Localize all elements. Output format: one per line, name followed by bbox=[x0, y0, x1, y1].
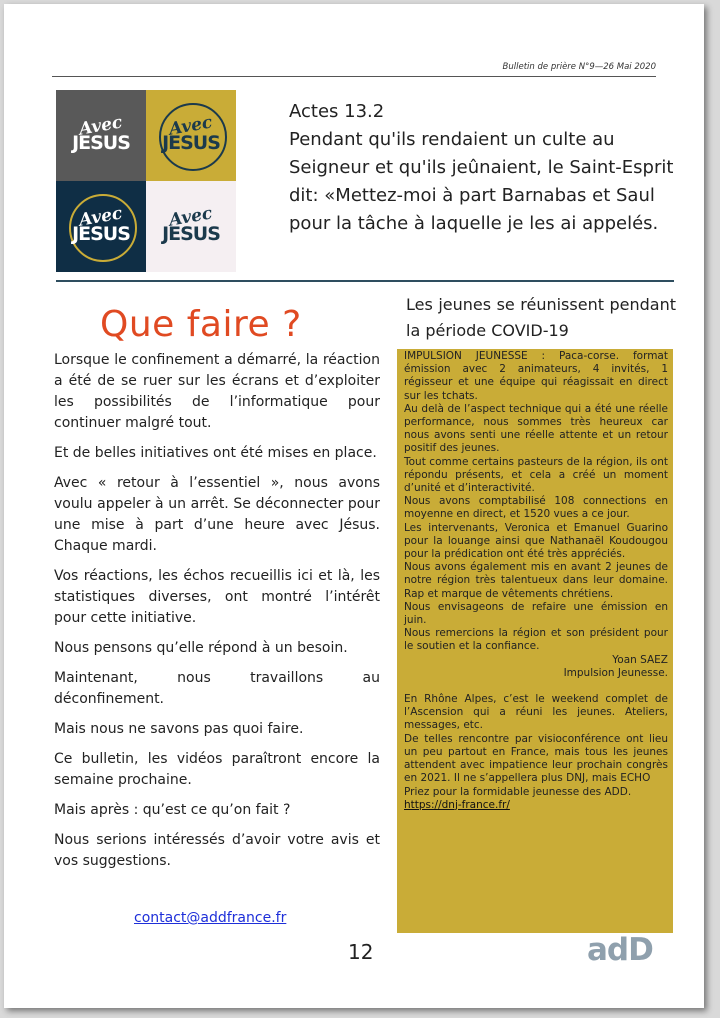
paragraph: Avec « retour à l’essentiel », nous avons voulu appeler à un arrêt. Se déconnecter pour une mise à part d’une heure avec Jésus. Chaque mardi. bbox=[54, 475, 380, 554]
box-paragraph: Priez pour la formidable jeunesse des ADD. bbox=[404, 785, 632, 798]
article-title: Que faire ? bbox=[100, 304, 302, 345]
signature-name: Yoan SAEZ bbox=[612, 653, 668, 666]
box-paragraph: De telles rencontre par visioconférence ont lieu un peu partout en France, mais tous les jeunes attendent avec impatience leur prochain congrès en 2021. Il ne s’appellera plus DNJ, mais ECHO bbox=[404, 732, 668, 785]
logo-avec-text: Avec bbox=[167, 202, 215, 231]
bulletin-header: Bulletin de prière N°9—26 Mai 2020 bbox=[502, 62, 656, 72]
logo-avec-text: Avec bbox=[167, 111, 215, 140]
sidebar-box-text bbox=[404, 350, 668, 812]
box-paragraph: Au delà de l’aspect technique qui a été une réelle performance, nous sommes très heureux car nous avons senti une réelle attente et un retour positif des jeunes. bbox=[404, 402, 668, 455]
add-logo: adD bbox=[587, 932, 653, 968]
logo-avec-text: Avec bbox=[77, 202, 125, 231]
section-separator bbox=[56, 280, 674, 282]
paragraph: Et de belles initiatives ont été mises en place. bbox=[54, 445, 377, 461]
contact-email-link[interactable]: contact@addfrance.fr bbox=[134, 910, 287, 926]
box-paragraph: IMPULSION JEUNESSE : Paca-corse. format émission avec 2 animateurs, 4 invités, 1 régisseur et une équipe qui réagissait en direct sur les tchats. bbox=[404, 350, 668, 402]
logo-tile-navy bbox=[56, 181, 146, 272]
signature-org: Impulsion Jeunesse. bbox=[563, 666, 668, 679]
article-body bbox=[54, 350, 380, 881]
paragraph: Vos réactions, les échos recueillis ici et là, les statistiques diverses, ont montré l’intérêt pour cette initiative. bbox=[54, 568, 380, 626]
box-paragraph: Nous avons comptabilisé 108 connections en moyenne en direct, et 1520 vues a ce jour. bbox=[404, 495, 668, 521]
paragraph: Lorsque le confinement a démarré, la réaction a été de se ruer sur les écrans et d’exploiter les possibilités de l’informatique pour continuer malgré tout. bbox=[54, 352, 380, 431]
box-paragraph: Les intervenants, Veronica et Emanuel Guarino pour la louange ainsi que Nathanaël Koudougou pour la prédication ont été très appréciés. bbox=[404, 521, 668, 561]
box-paragraph: Nous remercions la région et son président pour le soutien et la confiance. bbox=[404, 627, 668, 653]
document-page bbox=[4, 4, 704, 1008]
sidebar-title: Les jeunes se réunissent pendant la période COVID-19 bbox=[406, 295, 676, 340]
verse-reference: Actes 13.2 bbox=[289, 101, 385, 122]
box-paragraph: Nous avons également mis en avant 2 jeunes de notre région très talentueux dans leur domaine. Rap et marque de vêtements chrétiens. bbox=[404, 561, 668, 600]
paragraph: Nous serions intéressés d’avoir votre avis et vos suggestions. bbox=[54, 832, 380, 869]
box-paragraph: En Rhône Alpes, c’est le weekend complet de l’Ascension qui a réuni les jeunes. Ateliers, messages, etc. bbox=[404, 693, 668, 732]
logo-tile-gold bbox=[146, 90, 236, 181]
page-number: 12 bbox=[348, 940, 374, 964]
avec-jesus-logo-grid bbox=[56, 90, 236, 272]
dnj-website-link[interactable]: https://dnj-france.fr/ bbox=[404, 798, 510, 811]
spacer bbox=[404, 680, 668, 693]
logo-jesus-text: JESUS bbox=[162, 131, 220, 154]
logo-jesus-text: JESUS bbox=[72, 131, 130, 154]
logo-avec-text: Avec bbox=[77, 111, 125, 140]
verse-text: Pendant qu'ils rendaient un culte au Seigneur et qu'ils jeûnaient, le Saint-Esprit dit: «Mettez-moi à part Barnabas et Saul pour la tâche à laquelle je les ai appelés. bbox=[289, 129, 674, 234]
box-paragraph: Tout comme certains pasteurs de la région, ils ont répondu présents, et cela a créé un moment d’unité et d’interactivité. bbox=[404, 455, 668, 495]
logo-jesus-text: JESUS bbox=[72, 222, 130, 245]
paragraph: Mais après : qu’est ce qu’on fait ? bbox=[54, 802, 291, 818]
paragraph: Maintenant, nous travaillons au déconfinement. bbox=[54, 670, 380, 707]
paragraph: Mais nous ne savons pas quoi faire. bbox=[54, 721, 304, 737]
bible-verse bbox=[289, 98, 679, 238]
paragraph: Ce bulletin, les vidéos paraîtront encore la semaine prochaine. bbox=[54, 751, 380, 788]
header-rule bbox=[52, 76, 656, 77]
box-paragraph: Nous envisageons de refaire une émission en juin. bbox=[404, 600, 668, 627]
logo-tile-light bbox=[146, 181, 236, 272]
paragraph: Nous pensons qu’elle répond à un besoin. bbox=[54, 640, 348, 656]
logo-jesus-text: JESUS bbox=[162, 222, 220, 245]
logo-tile-grey bbox=[56, 90, 146, 181]
